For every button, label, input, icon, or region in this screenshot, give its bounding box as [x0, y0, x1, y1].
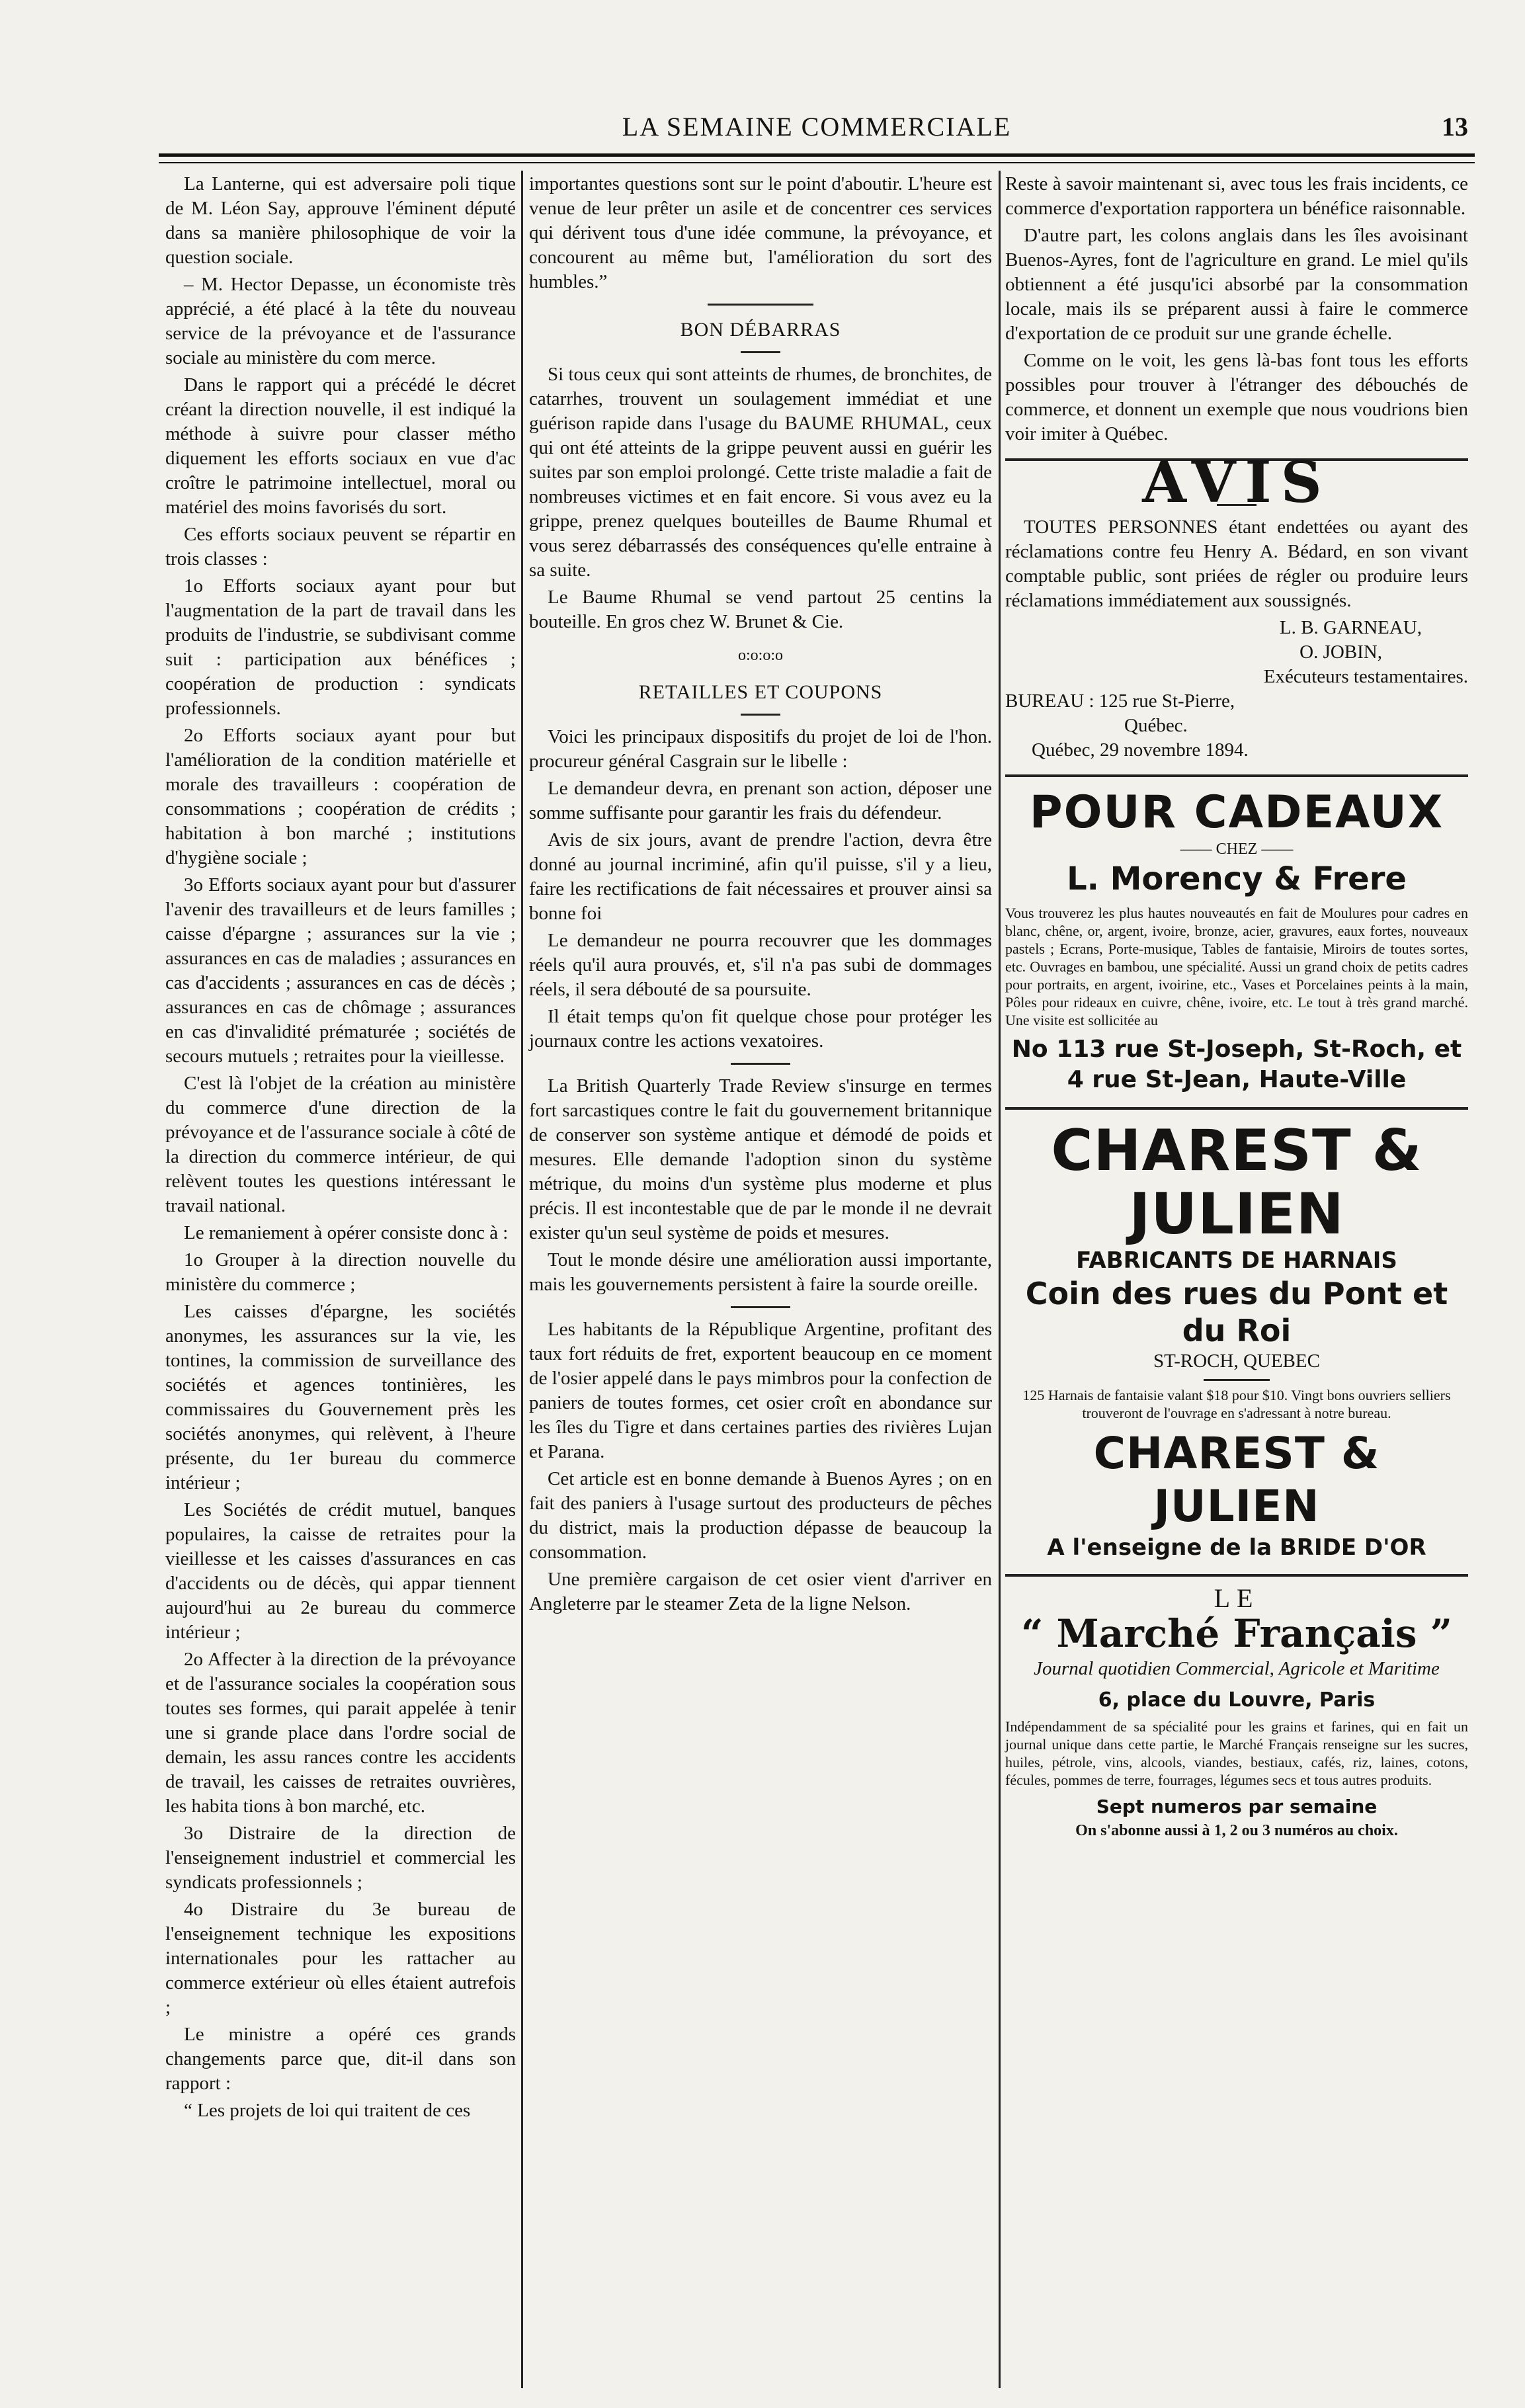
paragraph: Le demandeur ne pourra recouvrer que les dommages réels qu'il aura prouvés, et, s'il n'a pas subi de dommages réels, il sera débouté de sa poursuite. [529, 930, 992, 1000]
paragraph: Reste à savoir maintenant si, avec tous les frais incidents, ce commerce d'exportation rapportera un bénéfice raisonnable. [1005, 173, 1468, 219]
morency-address: 4 rue St-Jean, Haute-Ville [1067, 1066, 1407, 1093]
header-rule [159, 153, 1475, 163]
section-separator: o:o:o:o [737, 647, 783, 664]
paragraph: Le Baume Rhumal se vend partout 25 centins la bouteille. En gros chez W. Brunet & Cie. [529, 587, 992, 632]
paragraph: D'autre part, les colons anglais dans les îles avoisinant Buenos-Ayres, font de l'agriculture en grand. Le miel qu'ils obtiennent a été jusqu'ici absorbé par la consommation locale, mais ils se préparent aussi à faire le commerce d'exportation de ce produit sur une grande échelle. [1005, 225, 1468, 344]
section-rule [1204, 1379, 1270, 1381]
charest-sign: A l'enseigne de la BRIDE D'OR [1047, 1534, 1426, 1561]
paragraph: Avis de six jours, avant de prendre l'action, devra être donné au journal incriminé, afin qu'il puisse, s'il y a lieu, faire les rectifications de fait nécessaires et prouver ainsi sa bonne foi [529, 829, 992, 924]
paragraph: 3o Efforts sociaux ayant pour but d'assurer l'avenir des travailleurs et de leurs familles ; caisse d'épargne ; assurances sur la vie ; assurances en cas de maladies ; assurances en cas d'accidents ; assurances en cas de décès ; assurances en cas de chômage ; assurances en cas d'invalidité prématurée ; sociétés de secours mutuels ; retraites pour la vieillesse. [165, 874, 516, 1067]
paragraph: 1o Efforts sociaux ayant pour but l'augmentation de la part de travail dans les produits de l'industrie, se subdivisant comme suit : participation aux bénéfices ; coopération de production : syndicats professionnels. [165, 575, 516, 719]
charest-sub: FABRICANTS DE HARNAIS [1076, 1247, 1397, 1274]
paragraph: Le demandeur devra, en prenant son action, déposer une somme suffisante pour garantir les frais du défendeur. [529, 778, 992, 823]
paragraph: 4o Distraire du 3e bureau de l'enseignement technique les expositions internationales pour les rattacher au commerce extérieur où elles étaient autrefois ; [165, 1899, 516, 2018]
marche-subscribe: On s'abonne aussi à 1, 2 ou 3 numéros au choix. [1075, 1822, 1398, 1839]
paragraph: importantes questions sont sur le point d'aboutir. L'heure est venue de leur prêter un asile et de concentrer ces services qui dérivent tous d'une idée commune, la prévoyance, et concourent au même but, l'amélioration du sort des humbles.” [529, 173, 992, 292]
paragraph: Comme on le voit, les gens là-bas font tous les efforts possibles pour trouver à l'étranger des débouchés de commerce, et donnent un exemple que nous voudrions bien voir imiter à Québec. [1005, 350, 1468, 444]
newspaper-title: LA SEMAINE COMMERCIALE [622, 112, 1012, 142]
marche-issues: Sept numeros par semaine [1096, 1796, 1378, 1817]
marche-title: “ Marché Français ” [1020, 1611, 1453, 1656]
paragraph: Tout le monde désire une amélioration aussi importante, mais les gouvernements persistent à faire la sourde oreille. [529, 1249, 992, 1295]
paragraph: Ces efforts sociaux peuvent se répartir en trois classes : [165, 524, 516, 569]
marche-subtitle: Journal quotidien Commercial, Agricole et Maritime [1034, 1658, 1440, 1679]
paragraph: La British Quarterly Trade Review s'insurge en termes fort sarcastiques contre le fait du gouvernement britannique de conserver son système antique et démodé de poids et mesures. Elle demande l'adoption sinon du système métrique, du moins d'un système plus moderne et plus précis. Il est incontestable que de par le monde il ne devrait exister qu'un seul système de poids et mesures. [529, 1075, 992, 1243]
paragraph: 3o Distraire de la direction de l'enseignement industriel et commercial les syndicats professionnels ; [165, 1823, 516, 1893]
morency-name: L. Morency & Frere [1067, 860, 1407, 897]
column-2 [529, 172, 992, 2382]
column-1 [165, 172, 516, 2382]
charest-name: CHAREST & JULIEN [1051, 1118, 1422, 1247]
paragraph: Les Sociétés de crédit mutuel, banques populaires, la caisse de retraites pour la vieillesse et les caisses d'assurances en cas d'accidents ou de décès, qui appar tiennent aujourd'hui au 2e bureau du commerce intérieur ; [165, 1499, 516, 1643]
section-rule [731, 1063, 790, 1065]
section-rule [731, 1306, 790, 1308]
column-divider [999, 171, 1001, 2388]
paragraph: 2o Affecter à la direction de la prévoyance et de l'assurance sociales la coopération sous toutes ses formes, qui parait appelée à tenir une si grande place dans l'ordre social de demain, les assu rances contre les accidents de travail, les caisses de retraites ouvrières, les habita tions à bon marché, etc. [165, 1649, 516, 1817]
section-title-bon-debarras: BON DÉBARRAS [680, 319, 841, 341]
paragraph: Les caisses d'épargne, les sociétés anonymes, les assurances sur la vie, les tontines, la commission de surveillance des sociétés et agences tontinières, les commissaires du Gouvernement près les sociétés anonymes, qui relèvent, à l'heure présente, du 1er bureau du commerce intérieur ; [165, 1301, 516, 1493]
paragraph: Il était temps qu'on fit quelque chose pour protéger les journaux contre les actions vexatoires. [529, 1006, 992, 1052]
paragraph: Le remaniement à opérer consiste donc à : [184, 1222, 509, 1243]
section-rule [741, 714, 780, 716]
section-rule [741, 351, 780, 353]
column-3 [1005, 172, 1468, 2382]
charest-corner: Coin des rues du Pont et du Roi [1025, 1276, 1448, 1349]
avis-signature-role: Exécuteurs testamentaires. [1263, 666, 1468, 687]
page-header [159, 99, 1475, 152]
charest-offer: 125 Harnais de fantaisie valant $18 pour $10. Vingt bons ouvriers selliers trouveront de l'ouvrage en s'adressant à notre bureau. [1022, 1387, 1451, 1421]
morency-chez: —— CHEZ —— [1180, 841, 1294, 858]
ad-rule [1005, 1107, 1468, 1110]
charest-name-2: CHAREST & JULIEN [1093, 1428, 1380, 1532]
section-title-retailles: RETAILLES ET COUPONS [638, 681, 883, 703]
paragraph: “ Les projets de loi qui traitent de ces [184, 2100, 471, 2121]
marche-le: LE [1214, 1583, 1260, 1613]
column-divider [521, 171, 523, 2388]
morency-title: POUR CADEAUX [1029, 786, 1444, 839]
paragraph: La Lanterne, qui est adversaire poli tique de M. Léon Say, approuve l'éminent député dans sa manière philosophique de voir la question sociale. [165, 173, 516, 268]
marche-address: 6, place du Louvre, Paris [1098, 1688, 1376, 1712]
ad-rule [1005, 1574, 1468, 1577]
avis-bureau: BUREAU : 125 rue St-Pierre, [1005, 690, 1235, 712]
paragraph: Une première cargaison de cet osier vient d'arriver en Angleterre par le steamer Zeta de la ligne Nelson. [529, 1569, 992, 1614]
paragraph: Les habitants de la République Argentine, profitant des taux fort réduits de fret, exportent beaucoup en ce moment de l'osier appelé dans le pays mimbros pour la confection de paniers de toutes formes, cet osier croît en abondance sur les îles du Tigre et dans certaines parties des rivières Lujan et Parana. [529, 1319, 992, 1462]
paragraph: Cet article est en bonne demande à Buenos Ayres ; on en fait des paniers à l'usage surtout des producteurs de pêches du district, mais la production dépasse de beaucoup la consommation. [529, 1468, 992, 1563]
marche-body: Indépendamment de sa spécialité pour les grains et farines, qui en fait un journal unique dans cette partie, le Marché Français renseigne sur les sucres, huiles, pétrole, vins, alcools, viandes, bestiaux, cafés, riz, laines, cotons, fécules, pommes de terre, fourrages, légumes secs et tous autres produits. [1005, 1718, 1468, 1788]
paragraph: Si tous ceux qui sont atteints de rhumes, de bronchites, de catarrhes, trouvent un soulagement immédiat et une guérison rapide dans l'usage du BAUME RHUMAL, ceux qui ont été atteints de la grippe peuvent aussi en guérir les suites par son emploi prolongé. Cette triste maladie a fait de nombreuses victimes et en fait encore. Si vous avez eu la grippe, prenez quelques bouteilles de Baume Rhumal et vous serez débarrassés des conséquences qu'elle entraine à sa suite. [529, 364, 992, 581]
paragraph: 1o Grouper à la direction nouvelle du ministère du commerce ; [165, 1249, 516, 1295]
avis-city: Québec. [1124, 715, 1188, 736]
avis-signature: O. JOBIN, [1299, 642, 1382, 663]
paragraph: – M. Hector Depasse, un économiste très apprécié, a été placé à la tête du nouveau service de la prévoyance et de l'assurance sociale au ministère du com merce. [165, 274, 516, 368]
avis-body: TOUTES PERSONNES étant endettées ou ayant des réclamations contre feu Henry A. Bédard, en son vivant comptable public, sont priées de régler ou produire leurs réclamations immédiatement aux soussignés. [1005, 517, 1468, 611]
avis-date: Québec, 29 novembre 1894. [1032, 739, 1249, 761]
paragraph: 2o Efforts sociaux ayant pour but l'amélioration de la condition matérielle et morale des travailleurs : coopération de consommations ; coopération de crédits ; habitation à bon marché ; institutions d'hygiène sociale ; [165, 725, 516, 868]
paragraph: Le ministre a opéré ces grands changements parce que, dit-il dans son rapport : [165, 2024, 516, 2094]
ad-rule [1005, 774, 1468, 777]
avis-signature: L. B. GARNEAU, [1279, 617, 1422, 638]
section-rule [708, 304, 813, 306]
charest-city: ST-ROCH, QUEBEC [1153, 1350, 1320, 1372]
page-number: 13 [1442, 112, 1468, 142]
paragraph: C'est là l'objet de la création au ministère du commerce d'une direction de la prévoyance et de l'assurance sociale à côté de la direction du commerce intérieur, de qui relèvent toutes les questions intéressant le travail national. [165, 1073, 516, 1216]
paragraph: Voici les principaux dispositifs du projet de loi de l'hon. procureur général Casgrain sur le libelle : [529, 726, 992, 772]
paragraph: Dans le rapport qui a précédé le décret créant la direction nouvelle, il est indiqué la méthode à suivre pour classer métho diquement les efforts sociaux en vue d'ac croître le patrimoine intellectuel, moral ou matériel des moins favorisés du sort. [165, 374, 516, 518]
morency-address: No 113 rue St-Joseph, St-Roch, et [1011, 1036, 1462, 1063]
morency-body: Vous trouverez les plus hautes nouveautés en fait de Moulures pour cadres en blanc, chêne, or, argent, ivoire, bronze, acier, gravures, eaux fortes, nouveaux pastels ; Ecrans, Porte-musique, Tables de fantaisie, Miroirs de toutes sortes, etc. Ouvrages en bambou, une spécialité. Aussi un grand choix de petits cadres pour portraits, en argent, ivoirine, etc., Vases et Porcelaines peints à la main, Pôles pour rideaux en cuivre, chêne, ivoire, etc. Le tout à très grand marché. Une visite est sollicitée au [1005, 905, 1468, 1028]
avis-title: AVIS [1142, 449, 1331, 516]
